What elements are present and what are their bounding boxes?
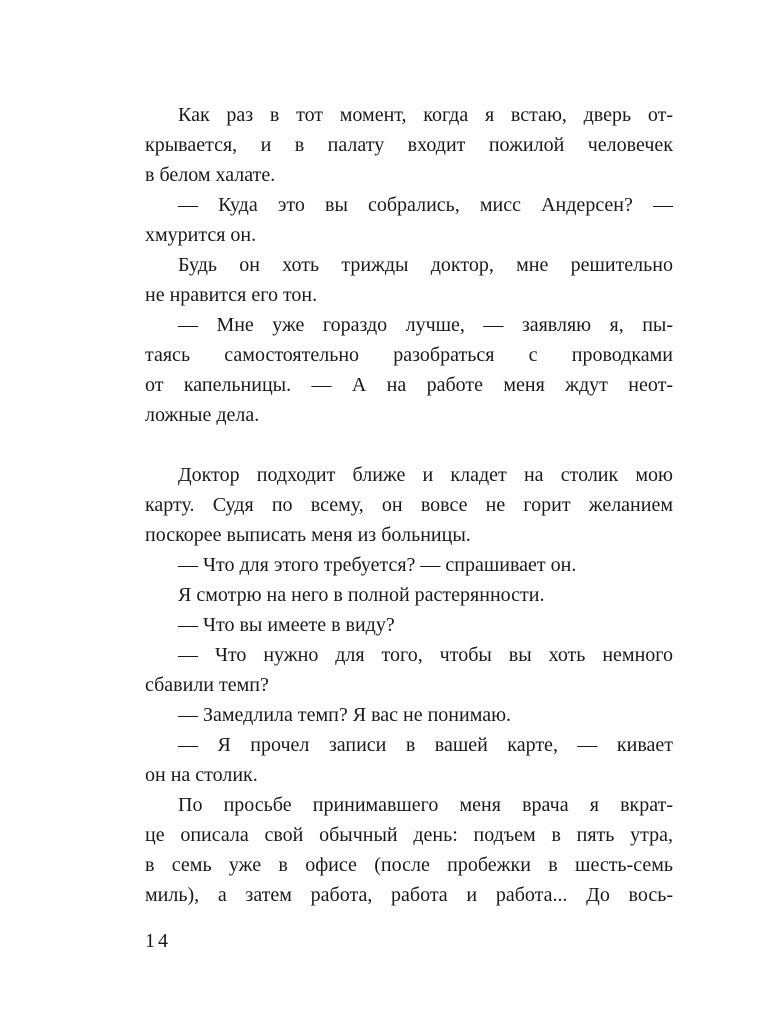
text-line: от капельницы. — А на работе меня ждут неот- <box>145 374 673 396</box>
text-line: — Что нужно для того, чтобы вы хоть немного <box>178 644 673 666</box>
text-line: хмурится он. <box>145 224 257 246</box>
text-line: миль), а затем работа, работа и работа... До вось- <box>145 884 673 906</box>
text-line: Будь он хоть трижды доктор, мне решительно <box>178 254 673 276</box>
text-line: це описала свой обычный день: подъем в пять утра, <box>145 824 673 846</box>
text-line: — Что вы имеете в виду? <box>178 614 395 636</box>
text-line: — Я прочел записи в вашей карте, — кивает <box>178 734 673 756</box>
text-line: крывается, и в палату входит пожилой человечек <box>145 134 673 156</box>
text-line: По просьбе принимавшего меня врача я вкрат- <box>178 794 673 816</box>
text-line: поскорее выписать меня из больницы. <box>145 524 471 546</box>
book-page-text <box>145 100 673 910</box>
text-line: — Куда это вы собрались, мисс Андерсен? — <box>178 194 673 216</box>
text-line: — Что для этого требуется? — спрашивает он. <box>178 554 577 576</box>
text-line: в белом халате. <box>145 164 276 186</box>
text-line: он на столик. <box>145 764 258 786</box>
page-number: 14 <box>145 930 171 952</box>
text-line: карту. Судя по всему, он вовсе не горит желанием <box>145 494 673 516</box>
text-line: Доктор подходит ближе и кладет на столик мою <box>178 464 673 486</box>
text-line: ложные дела. <box>145 404 260 426</box>
text-line: — Мне уже гораздо лучше, — заявляю я, пы- <box>178 314 673 336</box>
text-line: — Замедлила темп? Я вас не понимаю. <box>178 704 512 726</box>
text-line: таясь самостоятельно разобраться с проводками <box>145 344 673 366</box>
section-break <box>145 430 673 460</box>
text-line: Как раз в тот момент, когда я встаю, дверь от- <box>178 104 673 126</box>
text-line: Я смотрю на него в полной растерянности. <box>178 584 545 606</box>
text-line: в семь уже в офисе (после пробежки в шесть-семь <box>145 854 673 876</box>
text-line: не нравится его тон. <box>145 284 318 306</box>
text-line: сбавили темп? <box>145 674 269 696</box>
